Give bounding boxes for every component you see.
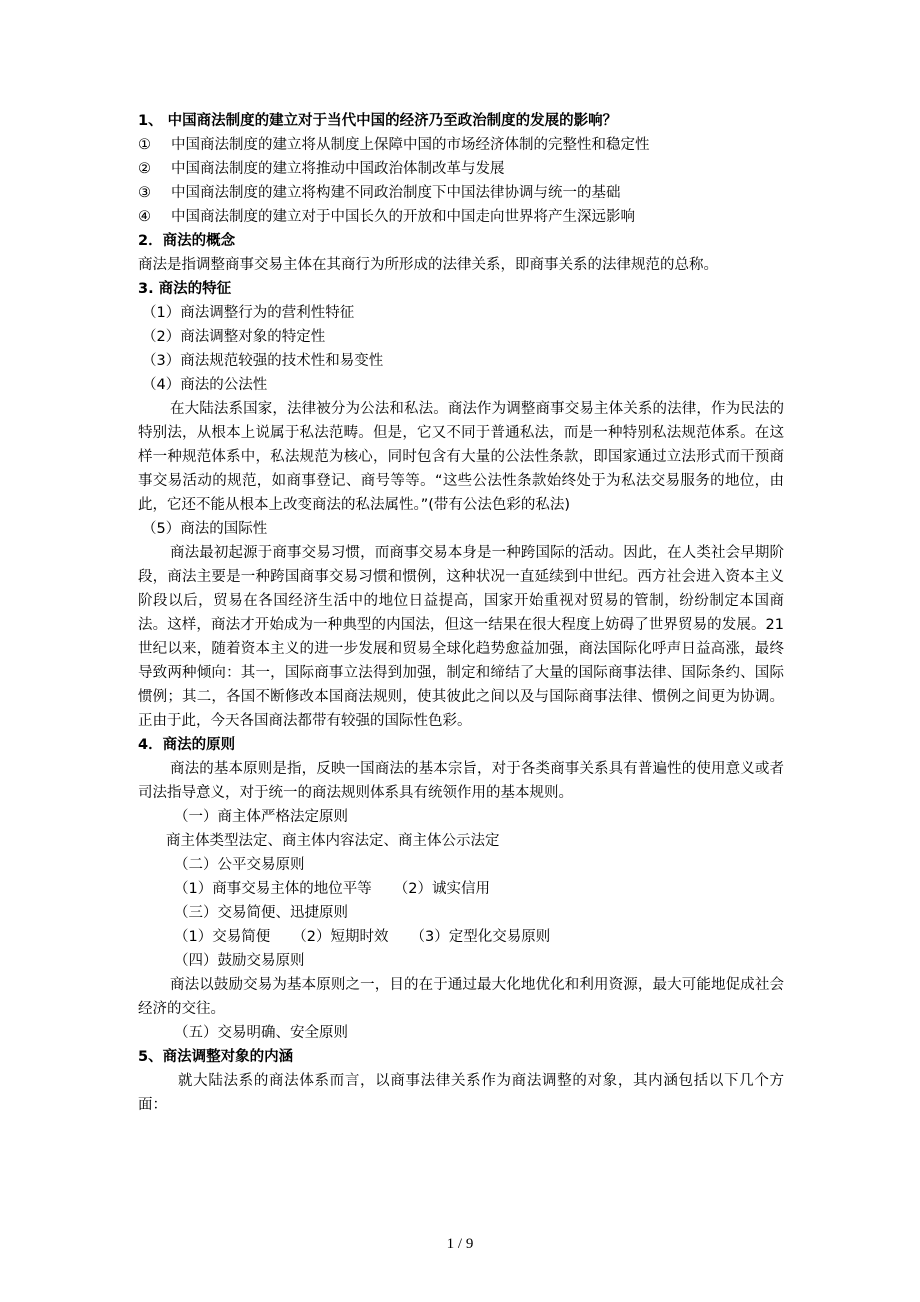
circled-number: ③ [138, 185, 151, 201]
section-4-heading: 4．商法的原则 [138, 737, 236, 753]
list-item [138, 205, 784, 229]
principle-4-text: 商法以鼓励交易为基本原则之一，目的在于通过最大化地优化和利用资源，最大可能地促成社会经济的交往。 [138, 977, 784, 1017]
list-item [138, 181, 784, 205]
principle-5-title: （五）交易明确、安全原则 [174, 1025, 348, 1041]
page-separator: / [457, 1236, 463, 1252]
current-page: 1 [446, 1236, 455, 1252]
list-item: （5）商法的国际性 [142, 521, 268, 537]
circled-number: ② [138, 161, 151, 177]
page-number [0, 1236, 920, 1253]
sub-item: （1）商事交易主体的地位平等 [174, 881, 372, 897]
circled-number: ① [138, 137, 151, 153]
list-item-text: 中国商法制度的建立将构建不同政治制度下中国法律协调与统一的基础 [171, 185, 621, 201]
principle-4-title: （四）鼓励交易原则 [174, 953, 305, 969]
list-item [138, 157, 784, 181]
list-item: （2）商法调整对象的特定性 [142, 329, 326, 345]
principle-2-title: （二）公平交易原则 [174, 857, 305, 873]
section-1-heading: 1、 中国商法制度的建立对于当代中国的经济乃至政治制度的发展的影响？ [138, 113, 618, 129]
list-item-text: 中国商法制度的建立将推动中国政治体制改革与发展 [171, 161, 505, 177]
sub-item: （2）诚实信用 [393, 881, 490, 897]
section-5-heading: 5、商法调整对象的内涵 [138, 1049, 294, 1065]
total-pages: 9 [465, 1236, 474, 1252]
section-2-heading: 2．商法的概念 [138, 233, 236, 249]
list-item [138, 133, 784, 157]
paragraph-public-law: 在大陆法系国家，法律被分为公法和私法。商法作为调整商事交易主体关系的法律，作为民法的特别法，从根本上说属于私法范畴。但是，它又不同于普通私法，而是一种特别私法规范体系。在这样一种规范体系中，私法规范为核心，同时包含有大量的公法性条款，即国家通过立法形式而干预商事交易活动的规范，如商事登记、商号等等。“这些公法性条款始终处于为私法交易服务的地位，由此，它还不能从根本上改变商法的私法属性。”(带有公法色彩的私法) [138, 401, 784, 513]
principle-1-title: （一）商主体严格法定原则 [174, 809, 348, 825]
principle-2-items [138, 877, 784, 901]
principle-1-text: 商主体类型法定、商主体内容法定、商主体公示法定 [166, 833, 500, 849]
sub-item: （2）短期时效 [292, 929, 389, 945]
principle-3-items [138, 925, 784, 949]
sub-item: （3）定型化交易原则 [410, 929, 551, 945]
circled-number: ④ [138, 209, 151, 225]
section-3-heading: 3. 商法的特征 [138, 281, 232, 297]
list-item: （1）商法调整行为的营利性特征 [142, 305, 355, 321]
document-body [138, 109, 784, 1117]
section-4-intro: 商法的基本原则是指，反映一国商法的基本宗旨，对于各类商事关系具有普遍性的使用意义或者司法指导意义，对于统一的商法规则体系具有统领作用的基本规则。 [138, 761, 784, 801]
section-5-text: 就大陆法系的商法体系而言，以商事法律关系作为商法调整的对象，其内涵包括以下几个方面： [138, 1073, 784, 1113]
list-item-text: 中国商法制度的建立对于中国长久的开放和中国走向世界将产生深远影响 [171, 209, 635, 225]
list-item: （4）商法的公法性 [142, 377, 268, 393]
list-item-text: 中国商法制度的建立将从制度上保障中国的市场经济体制的完整性和稳定性 [171, 137, 650, 153]
paragraph-international: 商法最初起源于商事交易习惯，而商事交易本身是一种跨国际的活动。因此，在人类社会早期阶段，商法主要是一种跨国商事交易习惯和惯例，这种状况一直延续到中世纪。西方社会进入资本主义阶段以后，贸易在各国经济生活中的地位日益提高，国家开始重视对贸易的管制，纷纷制定本国商法。这样，商法才开始成为一种典型的内国法，但这一结果在很大程度上妨碍了世界贸易的发展。21 世纪以来，随着资本主义的进一步发展和贸易全球化趋势愈益加强，商法国际化呼声日益高涨，最终导致两种倾向：其一，国际商事立法得到加强，制定和缔结了大量的国际商事法律、国际条约、国际惯例；其二，各国不断修改本国商法规则，使其彼此之间以及与国际商事法律、惯例之间更为协调。正由于此，今天各国商法都带有较强的国际性色彩。 [138, 545, 784, 729]
section-2-text: 商法是指调整商事交易主体在其商行为所形成的法律关系，即商事关系的法律规范的总称。 [138, 257, 718, 273]
list-item: （3）商法规范较强的技术性和易变性 [142, 353, 384, 369]
sub-item: （1）交易简便 [174, 929, 271, 945]
principle-3-title: （三）交易简便、迅捷原则 [174, 905, 348, 921]
